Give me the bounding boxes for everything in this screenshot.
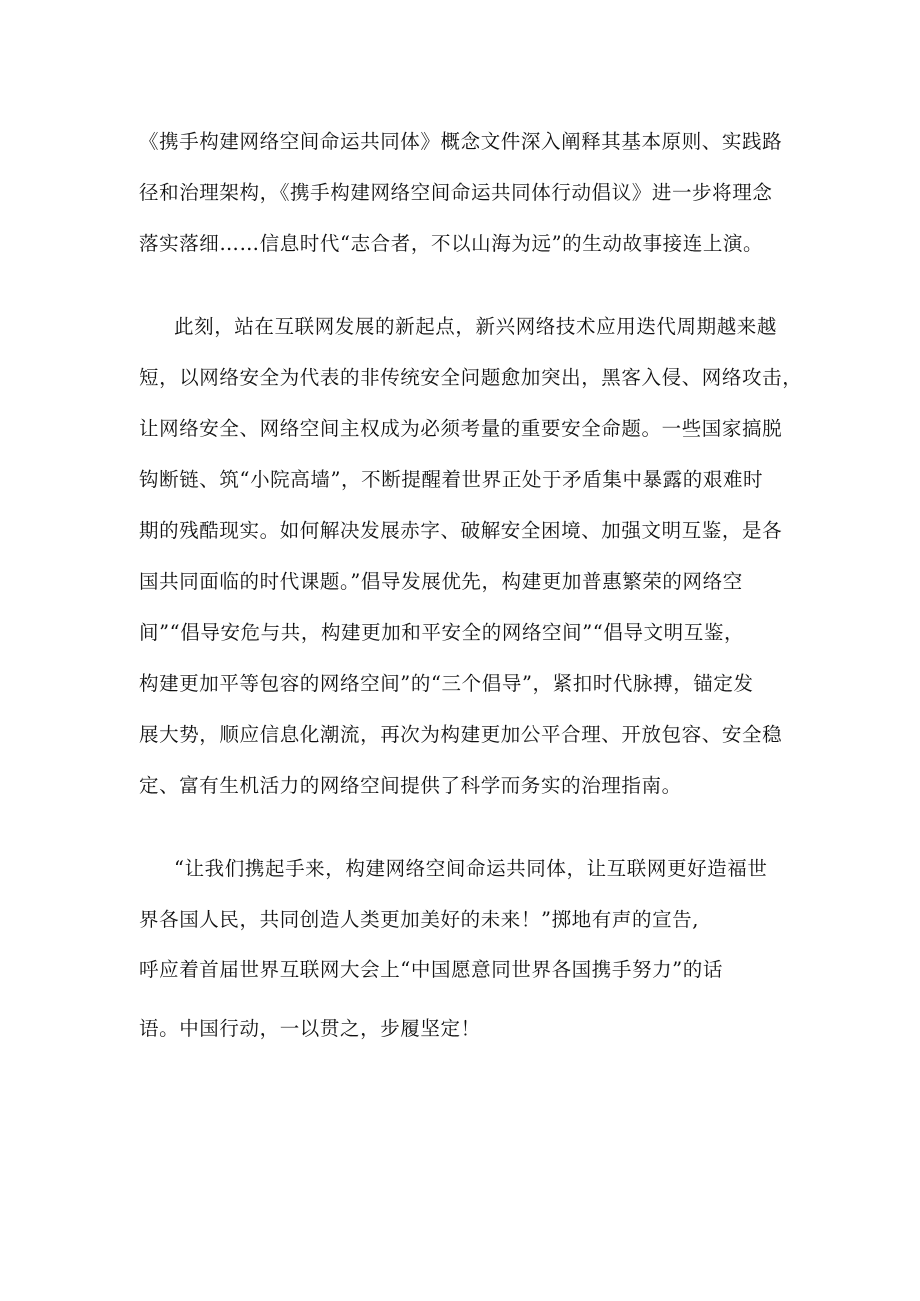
- paragraph-1-line-3: 落实落细……信息时代“志合者，不以山海为远”的生动故事接连上演。: [139, 232, 764, 255]
- paragraph-2-line-5: 期的残酷现实。如何解决发展赤字、破解安全困境、加强文明互鉴，是各: [139, 519, 783, 542]
- paragraph-3-line-2: 界各国人民，共同创造人类更加美好的未来！”掷地有声的宣告,: [139, 908, 700, 931]
- paragraph-1-line-1: 《携手构建网络空间命运共同体》概念文件深入阐释其基本原则、实践路: [139, 130, 783, 153]
- paragraph-2-line-4: 钩断链、筑“小院高墙”，不断提醒着世界正处于矛盾集中暴露的艰难时: [139, 468, 764, 491]
- paragraph-2-line-8: 构建更加平等包容的网络空间”的“三个倡导”，紧扣时代脉搏，锚定发: [139, 672, 754, 695]
- paragraph-2-line-9: 展大势，顺应信息化潮流，再次为构建更加公平合理、开放包容、安全稳: [139, 723, 783, 746]
- paragraph-2-line-6: 国共同面临的时代课题。”倡导发展优先，构建更加普惠繁荣的网络空: [139, 570, 743, 593]
- paragraph-2-line-7: 间”“倡导安危与共，构建更加和平安全的网络空间”“倡导文明互鉴，: [139, 621, 745, 644]
- paragraph-2-line-2: 短，以网络安全为代表的非传统安全问题愈加突出，黑客入侵、网络攻击，: [139, 366, 803, 389]
- paragraph-1-line-2: 径和治理架构，《携手构建网络空间命运共同体行动倡议》进一步将理念: [139, 181, 773, 204]
- paragraph-2-line-3: 让网络安全、网络空间主权成为必须考量的重要安全命题。一些国家搞脱: [139, 417, 783, 440]
- paragraph-2-line-1: 此刻，站在互联网发展的新起点，新兴网络技术应用迭代周期越来越: [174, 315, 778, 338]
- paragraph-3-line-3: 呼应着首届世界互联网大会上“中国愿意同世界各国携手努力”的话: [139, 958, 723, 981]
- paragraph-2-line-10: 定、富有生机活力的网络空间提供了科学而务实的治理指南。: [139, 774, 682, 797]
- paragraph-3-line-4: 语。中国行动，一以贯之，步履坚定！: [139, 1017, 481, 1040]
- paragraph-3-line-1: “让我们携起手来，构建网络空间命运共同体，让互联网更好造福世: [174, 857, 768, 880]
